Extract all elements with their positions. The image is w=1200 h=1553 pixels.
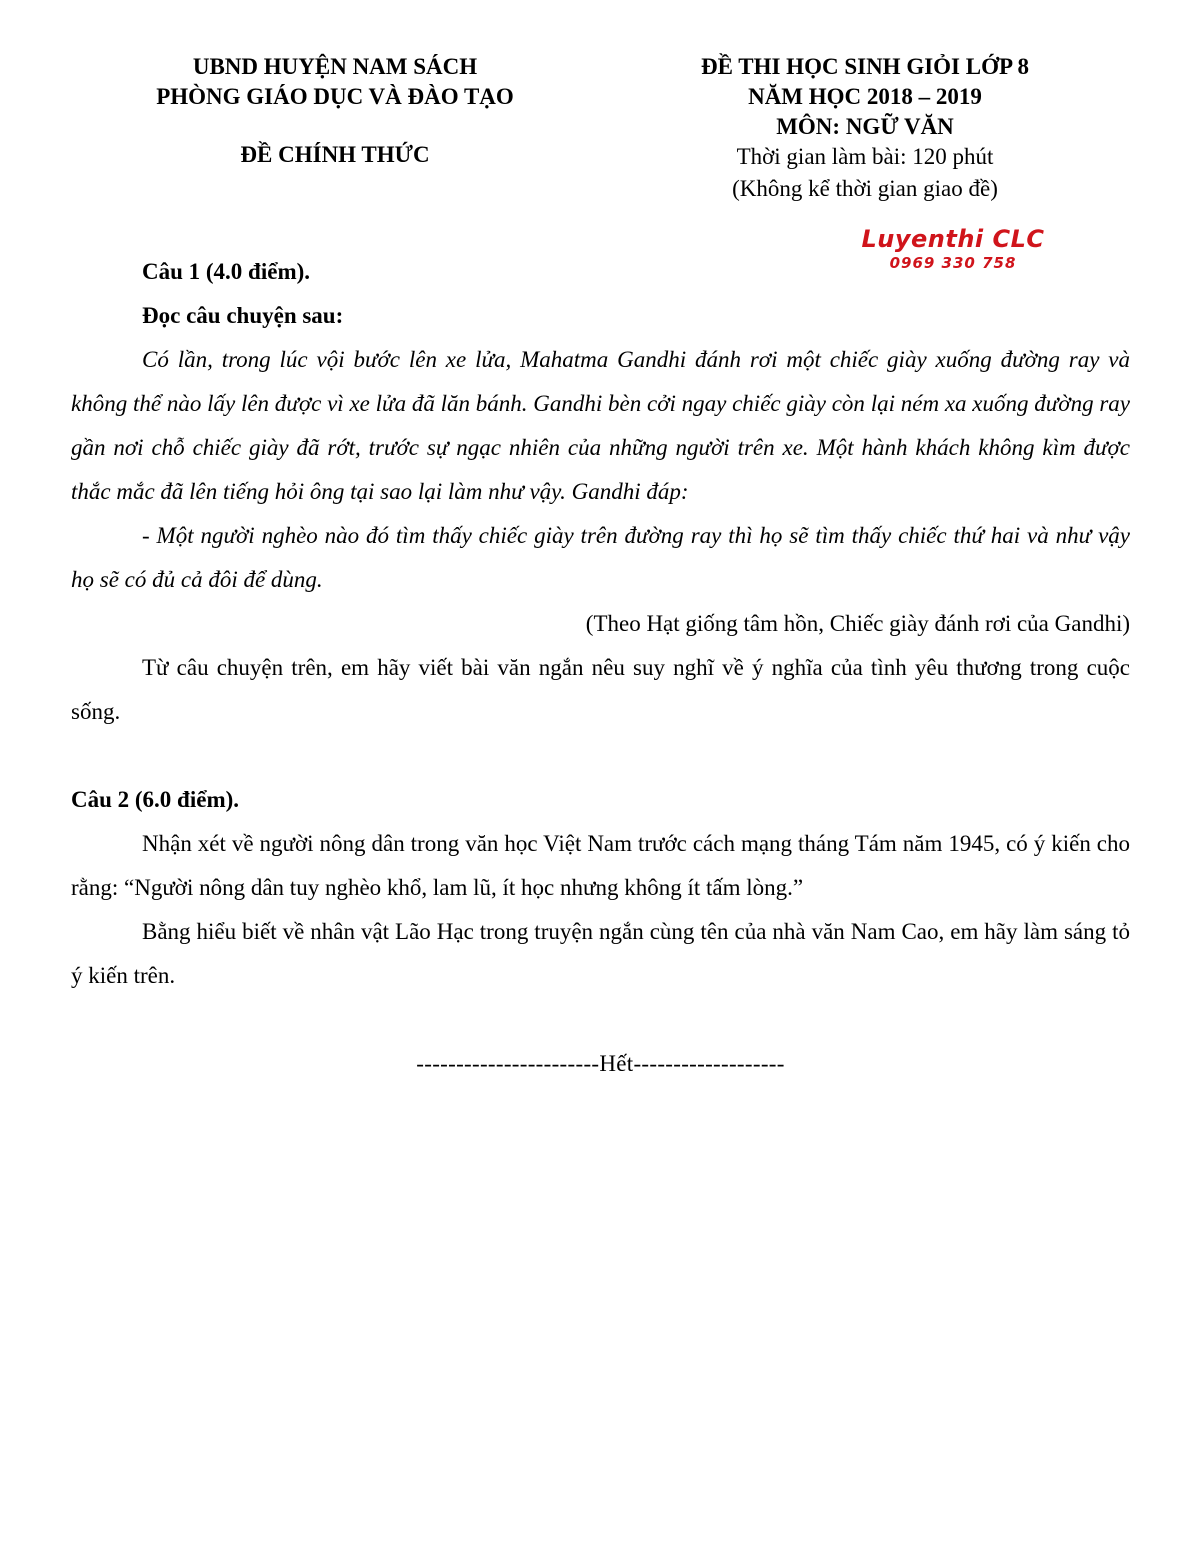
department-name: PHÒNG GIÁO DỤC VÀ ĐÀO TẠO <box>156 84 514 109</box>
story-source: (Theo Hạt giống tâm hồn, Chiếc giày đánh rơi của Gandhi) <box>585 611 1130 636</box>
district-name: UBND HUYỆN NAM SÁCH <box>192 54 478 79</box>
time-note: (Không kể thời gian giao đề) <box>732 176 998 201</box>
official-label: ĐỀ CHÍNH THỨC <box>240 142 430 167</box>
exam-body <box>71 250 1130 1086</box>
question1-task: Từ câu chuyện trên, em hãy viết bài văn ngắn nêu suy nghĩ về ý nghĩa của tình yêu thương trong cuộc sống. <box>71 655 1130 724</box>
question2-paragraph-1: Nhận xét về người nông dân trong văn học Việt Nam trước cách mạng tháng Tám năm 1945, có ý kiến cho rằng: “Người nông dân tuy nghèo khổ, lam lũ, ít học nhưng không ít tấm lòng.” <box>71 831 1130 900</box>
story-paragraph-2: - Một người nghèo nào đó tìm thấy chiếc giày trên đường ray thì họ sẽ tìm thấy chiếc thứ hai và như vậy họ sẽ có đủ cả đôi để dùng. <box>71 523 1130 592</box>
header-left <box>100 52 570 170</box>
time-limit: Thời gian làm bài: 120 phút <box>736 144 994 169</box>
header-right <box>630 52 1100 204</box>
end-mark: -----------------------Hết------------------- <box>416 1051 785 1076</box>
question2-title: Câu 2 (6.0 điểm). <box>71 787 240 812</box>
question1-instruction: Đọc câu chuyện sau: <box>142 303 344 328</box>
section-gap <box>71 734 1130 778</box>
question2-paragraph-2: Bằng hiểu biết về nhân vật Lão Hạc trong truyện ngắn cùng tên của nhà văn Nam Cao, em hãy làm sáng tỏ ý kiến trên. <box>71 919 1130 988</box>
story-paragraph-1: Có lần, trong lúc vội bước lên xe lửa, Mahatma Gandhi đánh rơi một chiếc giày xuống đường ray và không thể nào lấy lên được vì xe lửa đã lăn bánh. Gandhi bèn cởi ngay chiếc giày còn lại ném xa xuống đường ray gần nơi chỗ chiếc giày đã rớt, trước sự ngạc nhiên của những người trên xe. Một hành khách không kìm được thắc mắc đã lên tiếng hỏi ông tại sao lại làm như vậy. Gandhi đáp: <box>71 347 1130 504</box>
watermark-brand: Luyenthi CLC <box>861 225 1045 253</box>
question1-title: Câu 1 (4.0 điểm). <box>142 259 311 284</box>
subject-label: MÔN: NGỮ VĂN <box>776 114 954 139</box>
watermark-phone: 0969 330 758 <box>889 254 1017 272</box>
school-year: NĂM HỌC 2018 – 2019 <box>748 84 982 109</box>
exam-title: ĐỀ THI HỌC SINH GIỎI LỚP 8 <box>700 54 1030 79</box>
